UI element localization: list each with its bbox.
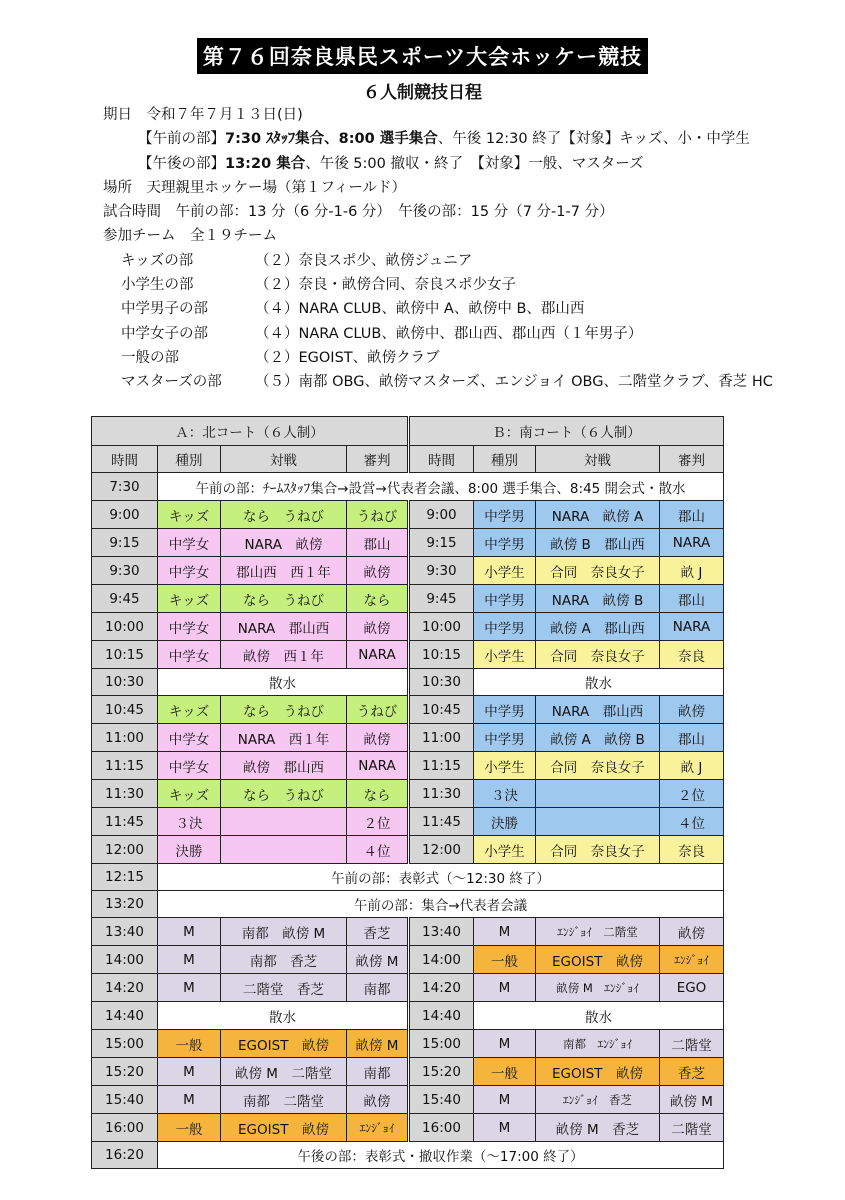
pm-award-row-text: 午後の部：表彰式・撤収作業（～17:00 終了） xyxy=(158,1142,724,1169)
pm-rest: 、午後 5:00 撤収・終了 【対象】一般、マスターズ xyxy=(305,155,644,172)
pm-meeting-row xyxy=(92,891,724,918)
time-cell: 11:30 xyxy=(92,780,158,808)
match-cell: 畝傍 B 郡山西 xyxy=(536,529,660,557)
match-cell: 畝傍 M 香芝 xyxy=(536,1114,660,1142)
match-row xyxy=(92,752,724,780)
time-cell: 10:15 xyxy=(92,641,158,669)
referee-cell: ４位 xyxy=(347,836,409,864)
south-court-header: Ｂ：南コート（６人制） xyxy=(409,417,724,446)
division-line xyxy=(103,273,773,297)
time-cell: 12:00 xyxy=(409,836,474,864)
time-cell: 11:45 xyxy=(409,808,474,836)
category-cell: 中学男 xyxy=(474,529,536,557)
col-header-category: 種別 xyxy=(158,446,221,473)
category-cell: 小学生 xyxy=(474,752,536,780)
match-cell: 畝傍 A 郡山西 xyxy=(536,613,660,641)
referee-cell: 南都 xyxy=(347,974,409,1002)
time-cell: 15:20 xyxy=(409,1058,474,1086)
col-header-match: 対戦 xyxy=(536,446,660,473)
division-name: 小学生の部 xyxy=(121,277,194,294)
division-name: 一般の部 xyxy=(121,349,179,366)
division-line xyxy=(103,249,773,273)
category-cell: M xyxy=(158,1086,221,1114)
match-cell: 畝傍 郡山西 xyxy=(221,752,347,780)
division-teams: （２）奈良・畝傍合同、奈良スポ少女子 xyxy=(255,277,516,294)
time-cell: 15:20 xyxy=(92,1058,158,1086)
division-line xyxy=(103,346,773,370)
division-name: 中学男子の部 xyxy=(121,301,208,318)
am-line xyxy=(103,127,773,151)
division-teams: （２）EGOIST、畝傍クラブ xyxy=(255,349,440,366)
time-cell: 15:40 xyxy=(409,1086,474,1114)
match-row xyxy=(92,529,724,557)
referee-cell: 奈良 xyxy=(660,641,724,669)
match-cell: EGOIST 畝傍 xyxy=(221,1030,347,1058)
time-cell: 15:40 xyxy=(92,1086,158,1114)
match-cell: 南都 香芝 xyxy=(221,946,347,974)
match-row xyxy=(92,585,724,613)
referee-cell: 畝傍 xyxy=(347,1086,409,1114)
match-cell: 南都 二階堂 xyxy=(221,1086,347,1114)
category-cell: キッズ xyxy=(158,780,221,808)
division-name: マスターズの部 xyxy=(121,374,222,391)
time-cell: 14:20 xyxy=(409,974,474,1002)
time-cell: 11:00 xyxy=(409,724,474,752)
am-award-row-text: 午前の部：表彰式（～12:30 終了） xyxy=(158,864,724,891)
time-cell: 9:30 xyxy=(92,557,158,585)
col-header-time: 時間 xyxy=(409,446,474,473)
time-cell: 11:45 xyxy=(92,808,158,836)
match-row xyxy=(92,501,724,529)
match-cell: なら うねび xyxy=(221,501,347,529)
time-cell: 12:15 xyxy=(92,864,158,891)
referee-cell: NARA xyxy=(347,641,409,669)
time-cell: 11:00 xyxy=(92,724,158,752)
match-cell: NARA 畝傍 xyxy=(221,529,347,557)
referee-cell: 畝傍 xyxy=(347,557,409,585)
referee-cell: EGO xyxy=(660,974,724,1002)
category-cell: キッズ xyxy=(158,585,221,613)
division-name: キッズの部 xyxy=(121,252,194,269)
time-cell: 7:30 xyxy=(92,473,158,501)
water-break-cell: 散水 xyxy=(474,669,724,696)
col-header-category: 種別 xyxy=(474,446,536,473)
referee-cell: ２位 xyxy=(660,780,724,808)
division-line xyxy=(103,322,773,346)
referee-cell: 畝傍 M xyxy=(347,946,409,974)
time-cell: 9:00 xyxy=(92,501,158,529)
am-times: 7:30 ｽﾀｯﾌ集合、8:00 選手集合 xyxy=(225,131,438,148)
water-break-cell: 散水 xyxy=(474,1002,724,1030)
time-cell: 16:00 xyxy=(92,1114,158,1142)
match-cell: なら うねび xyxy=(221,780,347,808)
match-cell: NARA 畝傍 A xyxy=(536,501,660,529)
match-row xyxy=(92,696,724,724)
referee-cell: ｴﾝｼﾞｮｲ xyxy=(347,1114,409,1142)
category-cell: 小学生 xyxy=(474,836,536,864)
match-cell: 畝傍 M 二階堂 xyxy=(221,1058,347,1086)
referee-cell: 香芝 xyxy=(660,1058,724,1086)
match-cell: 合同 奈良女子 xyxy=(536,641,660,669)
am-rest: 、午後 12:30 終了【対象】キッズ、小・中学生 xyxy=(437,131,750,148)
referee-cell: うねび xyxy=(347,501,409,529)
match-row xyxy=(92,974,724,1002)
match-row xyxy=(92,724,724,752)
match-row xyxy=(92,613,724,641)
match-row xyxy=(92,918,724,946)
match-cell: 合同 奈良女子 xyxy=(536,836,660,864)
referee-cell: 郡山 xyxy=(660,724,724,752)
referee-cell: 二階堂 xyxy=(660,1114,724,1142)
match-cell: 畝傍 A 畝傍 B xyxy=(536,724,660,752)
time-cell: 9:00 xyxy=(409,501,474,529)
referee-cell: 郡山 xyxy=(347,529,409,557)
category-cell: 中学女 xyxy=(158,529,221,557)
match-cell xyxy=(536,780,660,808)
match-row xyxy=(92,641,724,669)
referee-cell: 郡山 xyxy=(660,501,724,529)
category-cell: キッズ xyxy=(158,501,221,529)
category-cell: M xyxy=(474,974,536,1002)
category-cell: 中学男 xyxy=(474,585,536,613)
match-row xyxy=(92,1058,724,1086)
match-cell: NARA 西１年 xyxy=(221,724,347,752)
match-row xyxy=(92,1086,724,1114)
pm-label: 【午後の部】 xyxy=(138,155,225,172)
schedule-body xyxy=(92,417,724,1169)
time-cell: 9:30 xyxy=(409,557,474,585)
category-cell: ３決 xyxy=(474,780,536,808)
water-break-row xyxy=(92,1002,724,1030)
referee-cell: 奈良 xyxy=(660,836,724,864)
match-cell: EGOIST 畝傍 xyxy=(221,1114,347,1142)
time-cell: 11:15 xyxy=(92,752,158,780)
match-row xyxy=(92,836,724,864)
time-cell: 12:00 xyxy=(92,836,158,864)
match-cell: 二階堂 香芝 xyxy=(221,974,347,1002)
water-break-row xyxy=(92,669,724,696)
category-cell: ３決 xyxy=(158,808,221,836)
match-cell: 合同 奈良女子 xyxy=(536,557,660,585)
time-cell: 9:15 xyxy=(92,529,158,557)
referee-cell: NARA xyxy=(347,752,409,780)
match-cell: 畝傍 西１年 xyxy=(221,641,347,669)
category-cell: キッズ xyxy=(158,696,221,724)
time-cell: 9:45 xyxy=(92,585,158,613)
category-cell: 一般 xyxy=(158,1114,221,1142)
referee-cell: なら xyxy=(347,585,409,613)
document-title: 第７６回奈良県民スポーツ大会ホッケー競技 xyxy=(197,38,648,74)
date-line: 期日 令和７年７月１３日(日) xyxy=(103,107,303,123)
time-cell: 14:20 xyxy=(92,974,158,1002)
time-cell: 15:00 xyxy=(92,1030,158,1058)
am-award-row xyxy=(92,864,724,891)
category-cell: M xyxy=(158,918,221,946)
time-cell: 16:20 xyxy=(92,1142,158,1169)
pm-award-row xyxy=(92,1142,724,1169)
match-cell: EGOIST 畝傍 xyxy=(536,1058,660,1086)
referee-cell: 畝傍 M xyxy=(660,1086,724,1114)
match-cell: ｴﾝｼﾞｮｲ 香芝 xyxy=(536,1086,660,1114)
division-teams: （４）NARA CLUB、畝傍中、郡山西、郡山西（１年男子） xyxy=(255,325,643,342)
category-cell: M xyxy=(474,1086,536,1114)
time-cell: 13:40 xyxy=(409,918,474,946)
match-cell: EGOIST 畝傍 xyxy=(536,946,660,974)
match-cell: 合同 奈良女子 xyxy=(536,752,660,780)
time-cell: 14:40 xyxy=(92,1002,158,1030)
category-cell: 決勝 xyxy=(474,808,536,836)
division-line xyxy=(103,370,773,394)
match-cell xyxy=(221,808,347,836)
category-cell: 中学女 xyxy=(158,557,221,585)
am-label: 【午前の部】 xyxy=(138,131,225,148)
referee-cell: 畝傍 xyxy=(347,724,409,752)
category-cell: M xyxy=(474,918,536,946)
match-row xyxy=(92,808,724,836)
match-row xyxy=(92,780,724,808)
water-break-cell: 散水 xyxy=(158,1002,409,1030)
category-cell: 中学女 xyxy=(158,641,221,669)
division-name: 中学女子の部 xyxy=(121,325,208,342)
info-block xyxy=(103,103,773,395)
category-cell: 中学男 xyxy=(474,696,536,724)
match-cell: なら うねび xyxy=(221,696,347,724)
referee-cell: ２位 xyxy=(347,808,409,836)
match-row xyxy=(92,946,724,974)
match-row xyxy=(92,557,724,585)
teams-total-line: 参加チーム 全１９チーム xyxy=(103,228,277,245)
match-cell: なら うねび xyxy=(221,585,347,613)
time-cell: 9:15 xyxy=(409,529,474,557)
time-cell: 10:00 xyxy=(409,613,474,641)
category-cell: 中学男 xyxy=(474,724,536,752)
pm-meeting-row-text: 午前の部：集合→代表者会議 xyxy=(158,891,724,918)
time-cell: 10:30 xyxy=(92,669,158,696)
column-header-row xyxy=(92,446,724,473)
category-cell: M xyxy=(474,1114,536,1142)
referee-cell: NARA xyxy=(660,529,724,557)
category-cell: 中学女 xyxy=(158,752,221,780)
title-wrap xyxy=(0,38,845,74)
col-header-time: 時間 xyxy=(92,446,158,473)
match-cell: 畝傍 M ｴﾝｼﾞｮｲ xyxy=(536,974,660,1002)
col-header-referee: 審判 xyxy=(347,446,409,473)
referee-cell: 畝傍 xyxy=(660,918,724,946)
time-cell: 11:15 xyxy=(409,752,474,780)
category-cell: 中学女 xyxy=(158,724,221,752)
col-header-referee: 審判 xyxy=(660,446,724,473)
referee-cell: なら xyxy=(347,780,409,808)
schedule-table xyxy=(91,416,724,1169)
referee-cell: 畝 J xyxy=(660,557,724,585)
match-time-line: 試合時間 午前の部：13 分（6 分-1-6 分） 午後の部：15 分（7 分-1-7 分） xyxy=(103,204,614,221)
match-cell: 南都 畝傍 M xyxy=(221,918,347,946)
match-cell xyxy=(221,836,347,864)
time-cell: 15:00 xyxy=(409,1030,474,1058)
court-header-row xyxy=(92,417,724,446)
referee-cell: ｴﾝｼﾞｮｲ xyxy=(660,946,724,974)
am-opening-row xyxy=(92,473,724,501)
match-cell: NARA 畝傍 B xyxy=(536,585,660,613)
referee-cell: 畝傍 M xyxy=(347,1030,409,1058)
time-cell: 10:45 xyxy=(409,696,474,724)
match-cell: NARA 郡山西 xyxy=(221,613,347,641)
place-line: 場所 天理親里ホッケー場（第１フィールド） xyxy=(103,179,407,196)
category-cell: 決勝 xyxy=(158,836,221,864)
referee-cell: 畝傍 xyxy=(347,613,409,641)
category-cell: 中学男 xyxy=(474,613,536,641)
match-cell: 郡山西 西１年 xyxy=(221,557,347,585)
division-teams: （２）奈良スポ少、畝傍ジュニア xyxy=(255,252,473,269)
category-cell: M xyxy=(474,1030,536,1058)
match-cell: 南都 ｴﾝｼﾞｮｲ xyxy=(536,1030,660,1058)
time-cell: 13:40 xyxy=(92,918,158,946)
division-list xyxy=(103,249,773,395)
referee-cell: ４位 xyxy=(660,808,724,836)
referee-cell: NARA xyxy=(660,613,724,641)
referee-cell: 畝 J xyxy=(660,752,724,780)
pm-times: 13:20 集合 xyxy=(225,155,306,172)
time-cell: 10:30 xyxy=(409,669,474,696)
time-cell: 9:45 xyxy=(409,585,474,613)
referee-cell: 南都 xyxy=(347,1058,409,1086)
north-court-header: Ａ：北コート（６人制） xyxy=(92,417,409,446)
water-break-cell: 散水 xyxy=(158,669,409,696)
am-opening-text: 午前の部：ﾁｰﾑｽﾀｯﾌ集合→設営→代表者会議、8:00 選手集合、8:45 開会式・散水 xyxy=(158,473,724,501)
category-cell: 小学生 xyxy=(474,641,536,669)
category-cell: M xyxy=(158,974,221,1002)
referee-cell: 畝傍 xyxy=(660,696,724,724)
division-teams: （４）NARA CLUB、畝傍中 A、畝傍中 B、郡山西 xyxy=(255,301,585,318)
referee-cell: 郡山 xyxy=(660,585,724,613)
time-cell: 14:40 xyxy=(409,1002,474,1030)
category-cell: 一般 xyxy=(158,1030,221,1058)
match-cell: NARA 郡山西 xyxy=(536,696,660,724)
category-cell: 一般 xyxy=(474,946,536,974)
referee-cell: うねび xyxy=(347,696,409,724)
pm-line xyxy=(103,152,773,176)
category-cell: 小学生 xyxy=(474,557,536,585)
match-row xyxy=(92,1114,724,1142)
referee-cell: 二階堂 xyxy=(660,1030,724,1058)
category-cell: M xyxy=(158,946,221,974)
division-teams: （５）南都 OBG、畝傍マスターズ、エンジョイ OBG、二階堂クラブ、香芝 HC xyxy=(255,374,773,391)
time-cell: 14:00 xyxy=(92,946,158,974)
category-cell: 中学女 xyxy=(158,613,221,641)
match-cell: ｴﾝｼﾞｮｲ 二階堂 xyxy=(536,918,660,946)
match-row xyxy=(92,1030,724,1058)
category-cell: M xyxy=(158,1058,221,1086)
match-cell xyxy=(536,808,660,836)
division-line xyxy=(103,297,773,321)
time-cell: 13:20 xyxy=(92,891,158,918)
time-cell: 10:15 xyxy=(409,641,474,669)
time-cell: 10:45 xyxy=(92,696,158,724)
time-cell: 16:00 xyxy=(409,1114,474,1142)
time-cell: 14:00 xyxy=(409,946,474,974)
time-cell: 11:30 xyxy=(409,780,474,808)
category-cell: 中学男 xyxy=(474,501,536,529)
referee-cell: 香芝 xyxy=(347,918,409,946)
col-header-match: 対戦 xyxy=(221,446,347,473)
time-cell: 10:00 xyxy=(92,613,158,641)
category-cell: 一般 xyxy=(474,1058,536,1086)
document-subtitle: ６人制競技日程 xyxy=(363,83,482,103)
